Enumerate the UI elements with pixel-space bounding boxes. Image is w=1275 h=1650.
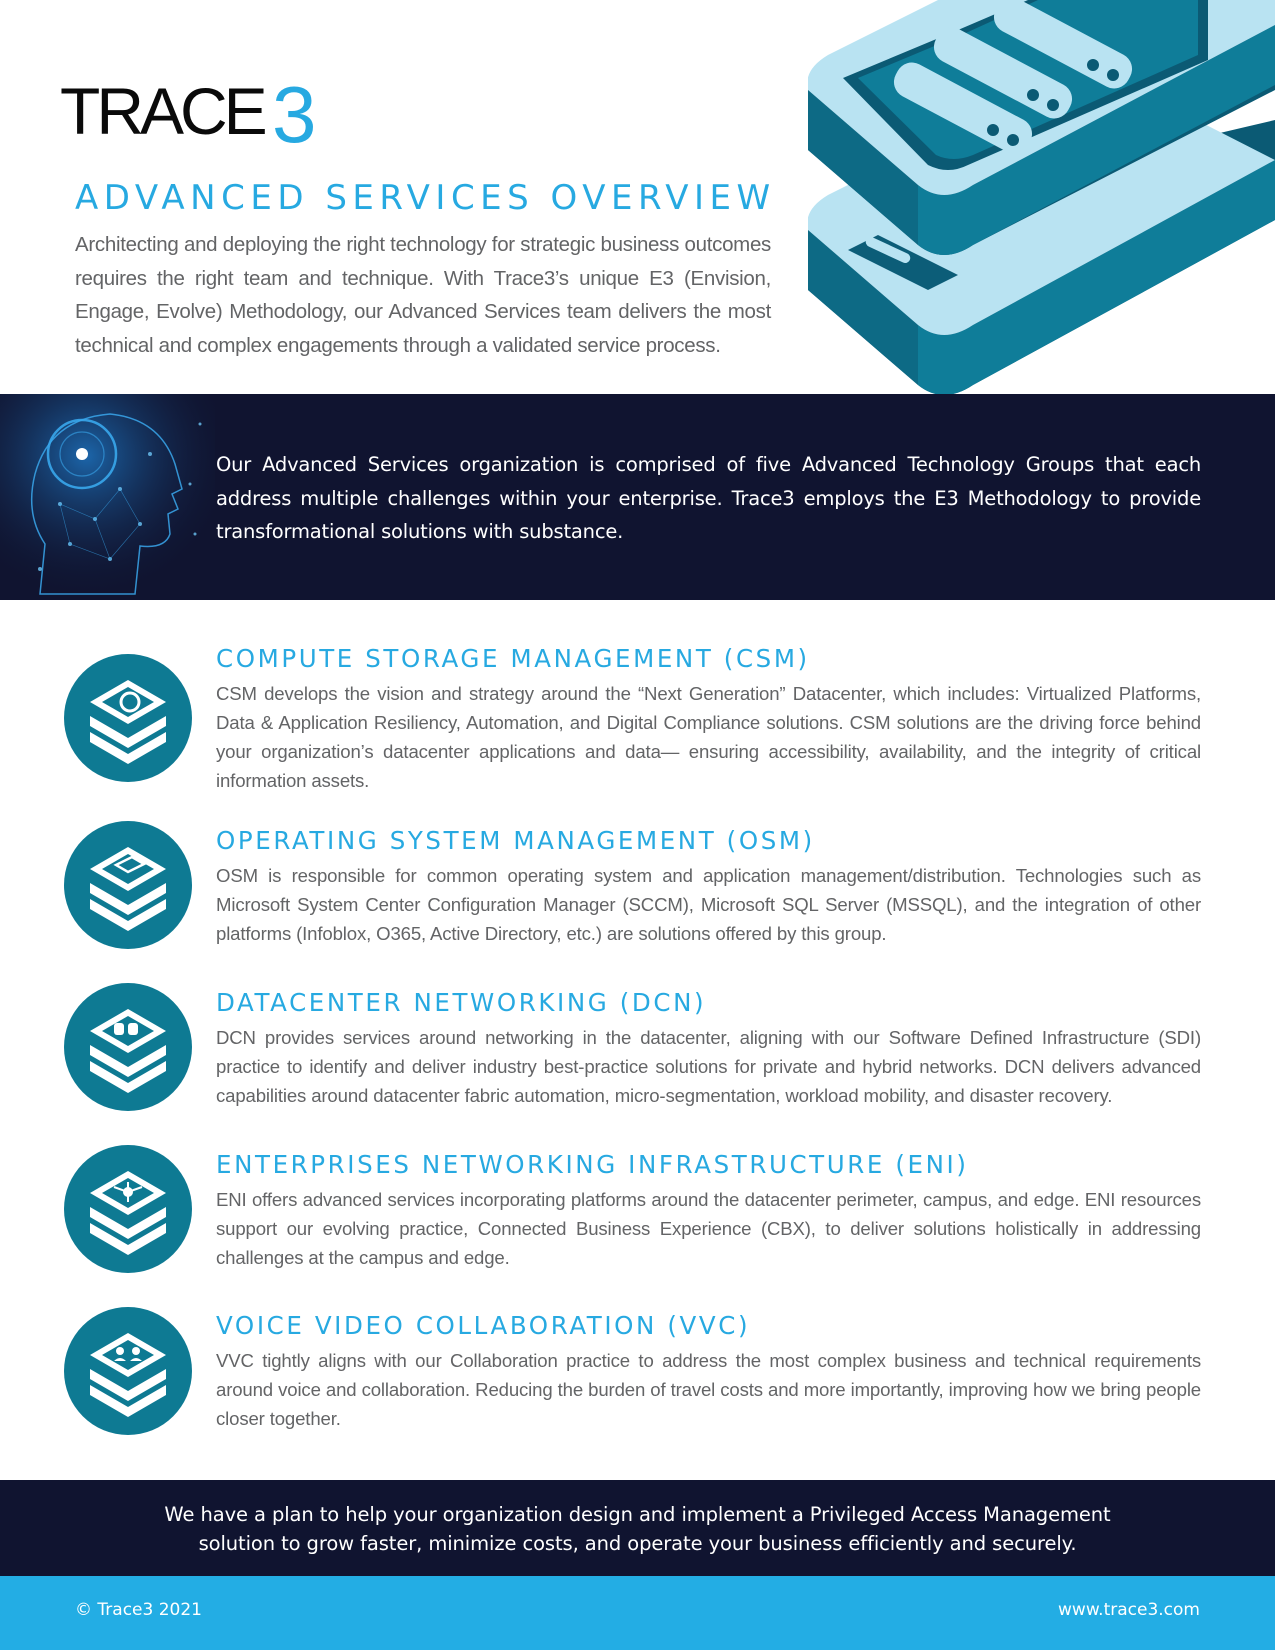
- logo-wordmark: TRACE: [60, 74, 264, 148]
- service-description-dcn: DCN provides services around networking in the datacenter, aligning with our Software Defined Infrastructure (SDI) practice to identify and deliver industry best-practice solutions for private and hybrid networks. DCN delivers advanced capabilities around datacenter fabric automation, micro-segmentation, workload mobility, and disaster recovery.: [216, 1027, 1201, 1106]
- network-servers-icon: [64, 983, 192, 1111]
- service-title-dcn: DATACENTER NETWORKING (DCN): [216, 988, 707, 1017]
- logo-number: 3: [272, 70, 317, 150]
- copyright-text: © Trace3 2021: [75, 1600, 202, 1620]
- service-title-osm: OPERATING SYSTEM MANAGEMENT (OSM): [216, 826, 815, 855]
- service-description-eni: ENI offers advanced services incorporating platforms around the datacenter perimeter, campus, and edge. ENI resources support our evolving practice, Connected Business Experience (CBX), to deliver solutions holistically in addressing challenges at the campus and edge.: [216, 1189, 1201, 1268]
- storage-refresh-icon: [64, 654, 192, 782]
- intro-paragraph: Architecting and deploying the right technology for strategic business outcomes requires the right team and technique. With Trace3’s unique E3 (Envision, Engage, Evolve) Methodology, our Advanced Services team delivers the most technical and complex engagements through a validated service process.: [75, 233, 771, 357]
- service-title-vvc: VOICE VIDEO COLLABORATION (VVC): [216, 1311, 751, 1340]
- trace3-logo: [60, 70, 360, 150]
- collaboration-icon: [64, 1307, 192, 1435]
- network-hub-icon: [64, 1145, 192, 1273]
- service-description-vvc: VVC tightly aligns with our Collaboration practice to address the most complex business and technical requirements around voice and collaboration. Reducing the burden of travel costs and more importantly, improving how we bring people closer together.: [216, 1350, 1201, 1429]
- ai-head-illustration: [0, 394, 215, 600]
- website-link[interactable]: www.trace3.com: [1058, 1600, 1200, 1620]
- service-description-osm: OSM is responsible for common operating system and application management/distribution. Technologies such as Microsoft System Center Configuration Manager (SCCM), Microsoft SQL Server (MSSQL), and the integration of other platforms (Infoblox, O365, Active Directory, etc.) are solutions offered by this group.: [216, 865, 1201, 944]
- service-description-csm: CSM develops the vision and strategy around the “Next Generation” Datacenter, which includes: Virtualized Platforms, Data & Application Resiliency, Automation, and Digital Compliance solutions. CSM solutions are the driving force behind your organization’s datacenter applications and data— ensuring accessibility, availability, and the integrity of critical information assets.: [216, 683, 1201, 791]
- page-title: ADVANCED SERVICES OVERVIEW: [75, 178, 776, 218]
- server-stack-illustration: [808, 0, 1275, 410]
- overview-band-text: Our Advanced Services organization is comprised of five Advanced Technology Groups that each address multiple challenges within your enterprise. Trace3 employs the E3 Methodology to provide transformational solutions with substance.: [216, 453, 1201, 543]
- service-title-csm: COMPUTE STORAGE MANAGEMENT (CSM): [216, 644, 810, 673]
- monitor-icon: [64, 821, 192, 949]
- service-title-eni: ENTERPRISES NETWORKING INFRASTRUCTURE (ENI): [216, 1150, 969, 1179]
- cta-text: We have a plan to help your organization design and implement a Privileged Access Management solution to grow faster, minimize costs, and operate your business efficiently and securely.: [164, 1503, 1111, 1555]
